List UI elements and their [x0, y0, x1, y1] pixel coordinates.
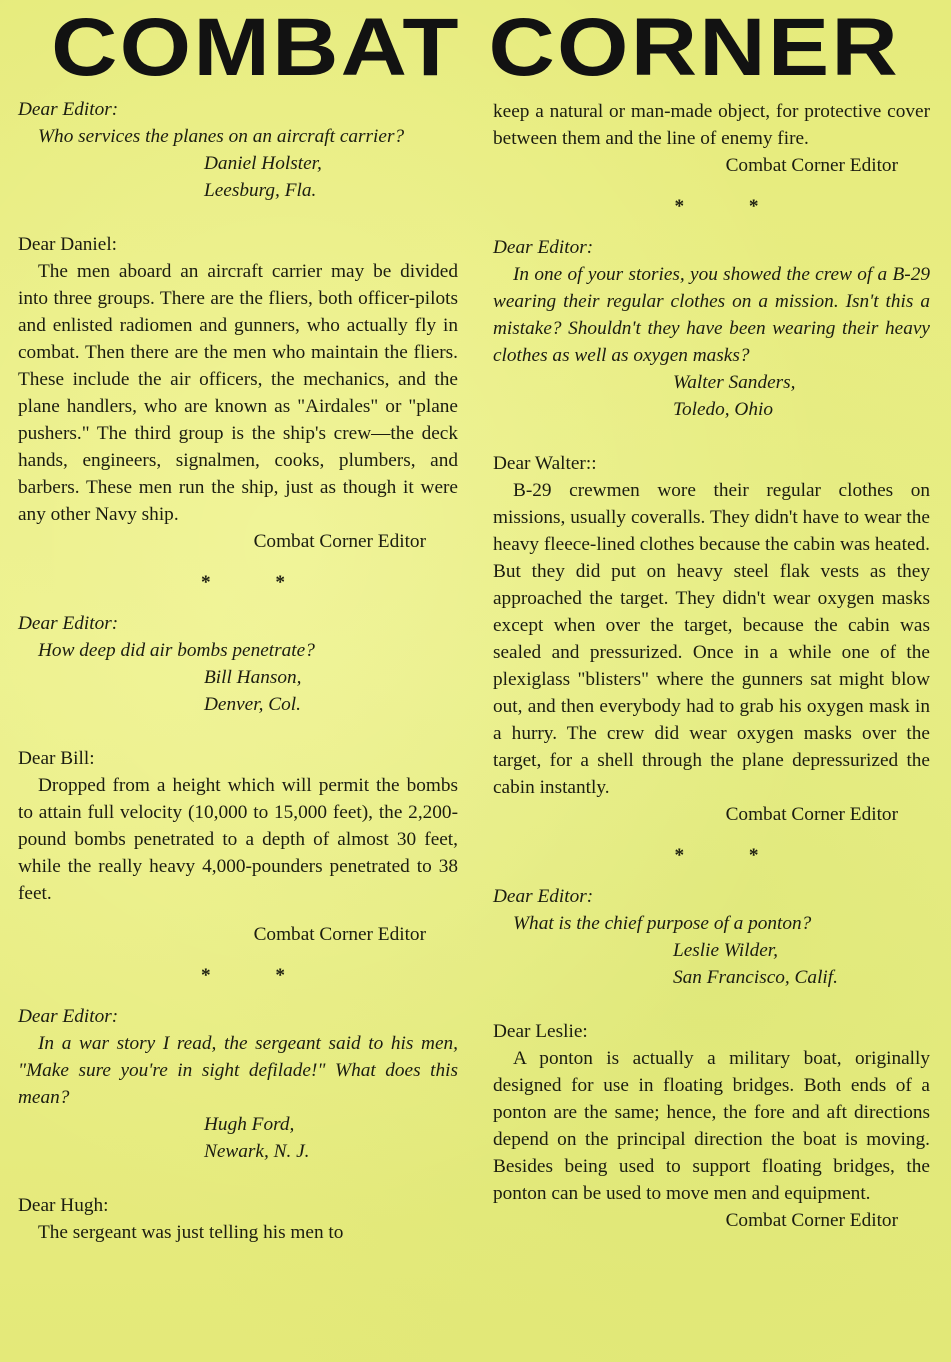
reply-answer: Dropped from a height which will permit the bombs to attain full velocity (10,000 to 15,000 feet), the 2,200-pound bombs penetrated to a depth of almost 30 feet, while the really heavy 4,000-pounders penetrated to 38 feet.	[18, 775, 458, 904]
separator-stars: * *	[200, 572, 316, 593]
letter-question: How deep did air bombs penetrate?	[38, 640, 315, 661]
letter-signature-place: San Francisco, Calif.	[673, 967, 838, 988]
reply-salutation: Dear Bill:	[18, 748, 95, 769]
letter-question: In one of your stories, you showed the crew of a B-29 wearing their regular clothes on a mission. Isn't this a mistake? Shouldn't they have been wearing their heavy clothes as well as oxygen masks?	[493, 264, 930, 366]
letter-signature-name: Hugh Ford,	[204, 1114, 295, 1135]
letter-salutation: Dear Editor:	[493, 886, 594, 907]
letter-signature-name: Daniel Holster,	[204, 153, 322, 174]
reply-salutation: Dear Daniel:	[18, 234, 118, 255]
letter-salutation: Dear Editor:	[18, 613, 119, 634]
reply-answer: A ponton is actually a military boat, originally designed for use in floating bridges. Both ends of a ponton are the same; hence, the fore and aft directions depend on the principal direction the boat is moving. Besides being used to support floating bridges, the ponton can be used to move men and equipment.	[493, 1048, 930, 1204]
reply-signoff: Combat Corner Editor	[725, 1210, 898, 1231]
letter-signature-place: Toledo, Ohio	[673, 399, 773, 420]
reply-signoff: Combat Corner Editor	[253, 924, 426, 945]
letter-signature-name: Leslie Wilder,	[673, 940, 778, 961]
separator-stars: * *	[200, 965, 316, 986]
letter-question: What is the chief purpose of a ponton?	[513, 913, 812, 934]
reply-salutation: Dear Leslie:	[493, 1021, 588, 1042]
separator-stars: * *	[674, 196, 789, 217]
letter-salutation: Dear Editor:	[18, 1006, 119, 1027]
letter-signature-name: Walter Sanders,	[673, 372, 796, 393]
reply-answer: The sergeant was just telling his men to	[38, 1222, 344, 1243]
letter-question: Who services the planes on an aircraft carrier?	[38, 126, 405, 147]
reply-signoff: Combat Corner Editor	[725, 804, 898, 825]
page-title: COMBAT CORNER	[51, 2, 900, 93]
reply-salutation: Dear Walter::	[493, 453, 597, 474]
letter-salutation: Dear Editor:	[493, 237, 594, 258]
letter-signature-place: Leesburg, Fla.	[204, 180, 317, 201]
reply-answer: The men aboard an aircraft carrier may be divided into three groups. There are the fliers, both officer-pilots and enlisted radiomen and gunners, who actually fly in combat. Then there are the men who maintain the fliers. These include the air officers, the mechanics, and the plane handlers, who are known as "Airdales" or "plane pushers." The third group is the ship's crew—the deck hands, engineers, signalmen, cooks, plumbers, and barbers. These men run the ship, just as though it were any other Navy ship.	[18, 261, 458, 525]
letter-salutation: Dear Editor:	[18, 99, 119, 120]
reply-answer: B-29 crewmen wore their regular clothes on missions, usually coveralls. They didn't have to wear the heavy fleece-lined clothes because the cabin was heated. But they did put on heavy steel flak vests as they approached the target. They didn't wear oxygen masks except when over the target, because the cabin was sealed and pressurized. Once in a while one of the plexiglass "blisters" where the gunners sat might blow out, and then everybody had to grab his oxygen mask in a hurry. The crew did wear oxygen masks over the target, for a shell through the plane depressurized the cabin instantly.	[493, 480, 930, 798]
right-column	[493, 98, 930, 1234]
reply-signoff: Combat Corner Editor	[725, 155, 898, 176]
reply-answer-continuation: keep a natural or man-made object, for protective cover between them and the line of enemy fire.	[493, 101, 930, 149]
reply-salutation: Dear Hugh:	[18, 1195, 109, 1216]
letter-signature-name: Bill Hanson,	[204, 667, 302, 688]
left-column	[18, 96, 458, 1246]
separator-stars: * *	[674, 845, 789, 866]
reply-signoff: Combat Corner Editor	[253, 531, 426, 552]
letter-question: In a war story I read, the sergeant said to his men, "Make sure you're in sight defilade!" What does this mean?	[18, 1033, 458, 1108]
letter-signature-place: Denver, Col.	[204, 694, 301, 715]
letter-signature-place: Newark, N. J.	[204, 1141, 310, 1162]
